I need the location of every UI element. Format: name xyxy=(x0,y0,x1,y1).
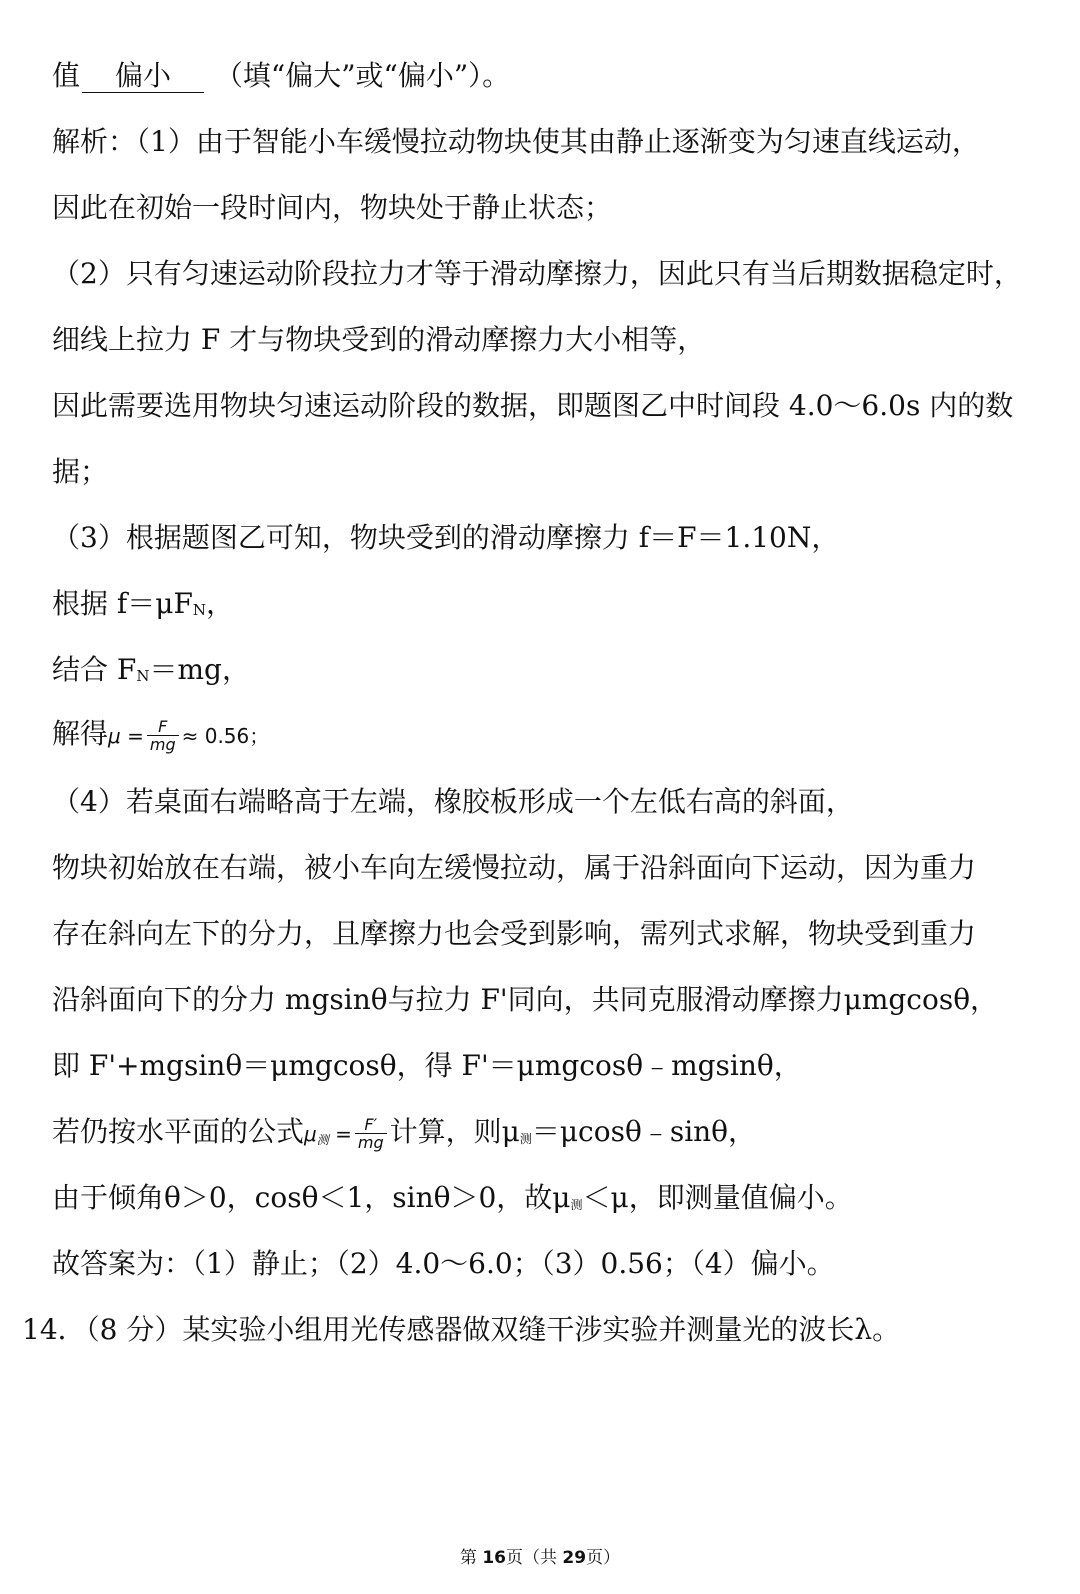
text: ＝mg， xyxy=(149,653,250,686)
text: ＜μ，即测量值偏小。 xyxy=(582,1181,853,1214)
answer-summary: 故答案为：（1）静止；（2）4.0～6.0；（3）0.56；（4）偏小。 xyxy=(52,1247,835,1280)
analysis-line-16 xyxy=(52,1112,756,1160)
subscript: 测 xyxy=(570,1198,583,1212)
text: ， xyxy=(206,587,235,620)
question-14: 14．（8 分）某实验小组用光传感器做双缝干涉实验并测量光的波长λ。 xyxy=(22,1313,901,1346)
fraction xyxy=(355,1116,387,1151)
analysis-line-13: 存在斜向左下的分力，且摩擦力也会受到影响，需列式求解，物块受到重力 xyxy=(52,917,977,950)
mu-equals: μ = xyxy=(108,724,144,748)
fill-in-line xyxy=(52,56,510,96)
equals: = xyxy=(328,1122,352,1146)
analysis-line-2: 因此在初始一段时间内，物块处于静止状态； xyxy=(52,191,613,224)
denominator: mg xyxy=(357,1133,384,1152)
numerator: F′ xyxy=(355,1116,387,1134)
analysis-line-7: （3）根据题图乙可知，物块受到的滑动摩擦力 f＝F＝1.10N， xyxy=(52,521,840,554)
numerator: F xyxy=(147,718,179,736)
analysis-line-9 xyxy=(52,650,250,696)
text: 根据 f＝μF xyxy=(52,587,193,620)
text: 若仍按水平面的公式 xyxy=(52,1115,305,1148)
analysis-line-8 xyxy=(52,584,234,630)
footer-text: 页） xyxy=(586,1548,621,1568)
mu-measured: μ xyxy=(304,1122,317,1146)
fraction xyxy=(147,718,179,753)
analysis-line-14: 沿斜面向下的分力 mgsinθ与拉力 F'同向，共同克服滑动摩擦力μmgcosθ， xyxy=(52,983,999,1016)
analysis-line-15: 即 F'+mgsinθ＝μmgcosθ，得 F'＝μmgcosθ﹣mgsinθ， xyxy=(52,1049,802,1082)
text: （填“偏大”或“偏小”）。 xyxy=(206,59,511,92)
analysis-line-3: （2）只有匀速运动阶段拉力才等于滑动摩擦力，因此只有当后期数据稳定时， xyxy=(52,257,1022,290)
text: 结合 F xyxy=(52,653,137,686)
analysis-line-12: 物块初始放在右端，被小车向左缓慢拉动，属于沿斜面向下运动，因为重力 xyxy=(52,851,977,884)
analysis-line-1: 解析：（1）由于智能小车缓慢拉动物块使其由静止逐渐变为匀速直线运动， xyxy=(52,125,980,158)
text: 由于倾角θ＞0，cosθ＜1，sinθ＞0，故μ xyxy=(52,1181,571,1214)
page-footer xyxy=(0,1546,1080,1570)
analysis-line-10 xyxy=(52,714,269,756)
text: ＝μcosθ﹣sinθ， xyxy=(531,1115,757,1148)
text: 解得 xyxy=(52,717,109,750)
analysis-line-5: 因此需要选用物块匀速运动阶段的数据，即题图乙中时间段 4.0～6.0s 内的数 xyxy=(52,389,1014,422)
analysis-line-17 xyxy=(52,1178,853,1225)
approx-value: ≈ 0.56； xyxy=(181,724,270,748)
subscript: N xyxy=(136,667,150,685)
answer-blank: 偏小 xyxy=(82,60,204,93)
analysis-line-6: 据； xyxy=(52,455,109,488)
subscript: N xyxy=(192,601,207,619)
footer-text: 第 xyxy=(459,1548,483,1568)
footer-text: 页（共 xyxy=(506,1548,563,1568)
denominator: mg xyxy=(149,735,176,754)
subscript: 测 xyxy=(316,1133,329,1147)
subscript: 测 xyxy=(519,1132,532,1146)
analysis-line-11: （4）若桌面右端略高于左端，橡胶板形成一个左低右高的斜面， xyxy=(52,785,854,818)
text: 值 xyxy=(52,59,81,92)
text: 计算，则μ xyxy=(389,1115,520,1148)
page-number: 16 xyxy=(482,1548,506,1568)
analysis-line-4: 细线上拉力 F 才与物块受到的滑动摩擦力大小相等， xyxy=(52,323,706,356)
total-pages: 29 xyxy=(562,1548,587,1568)
